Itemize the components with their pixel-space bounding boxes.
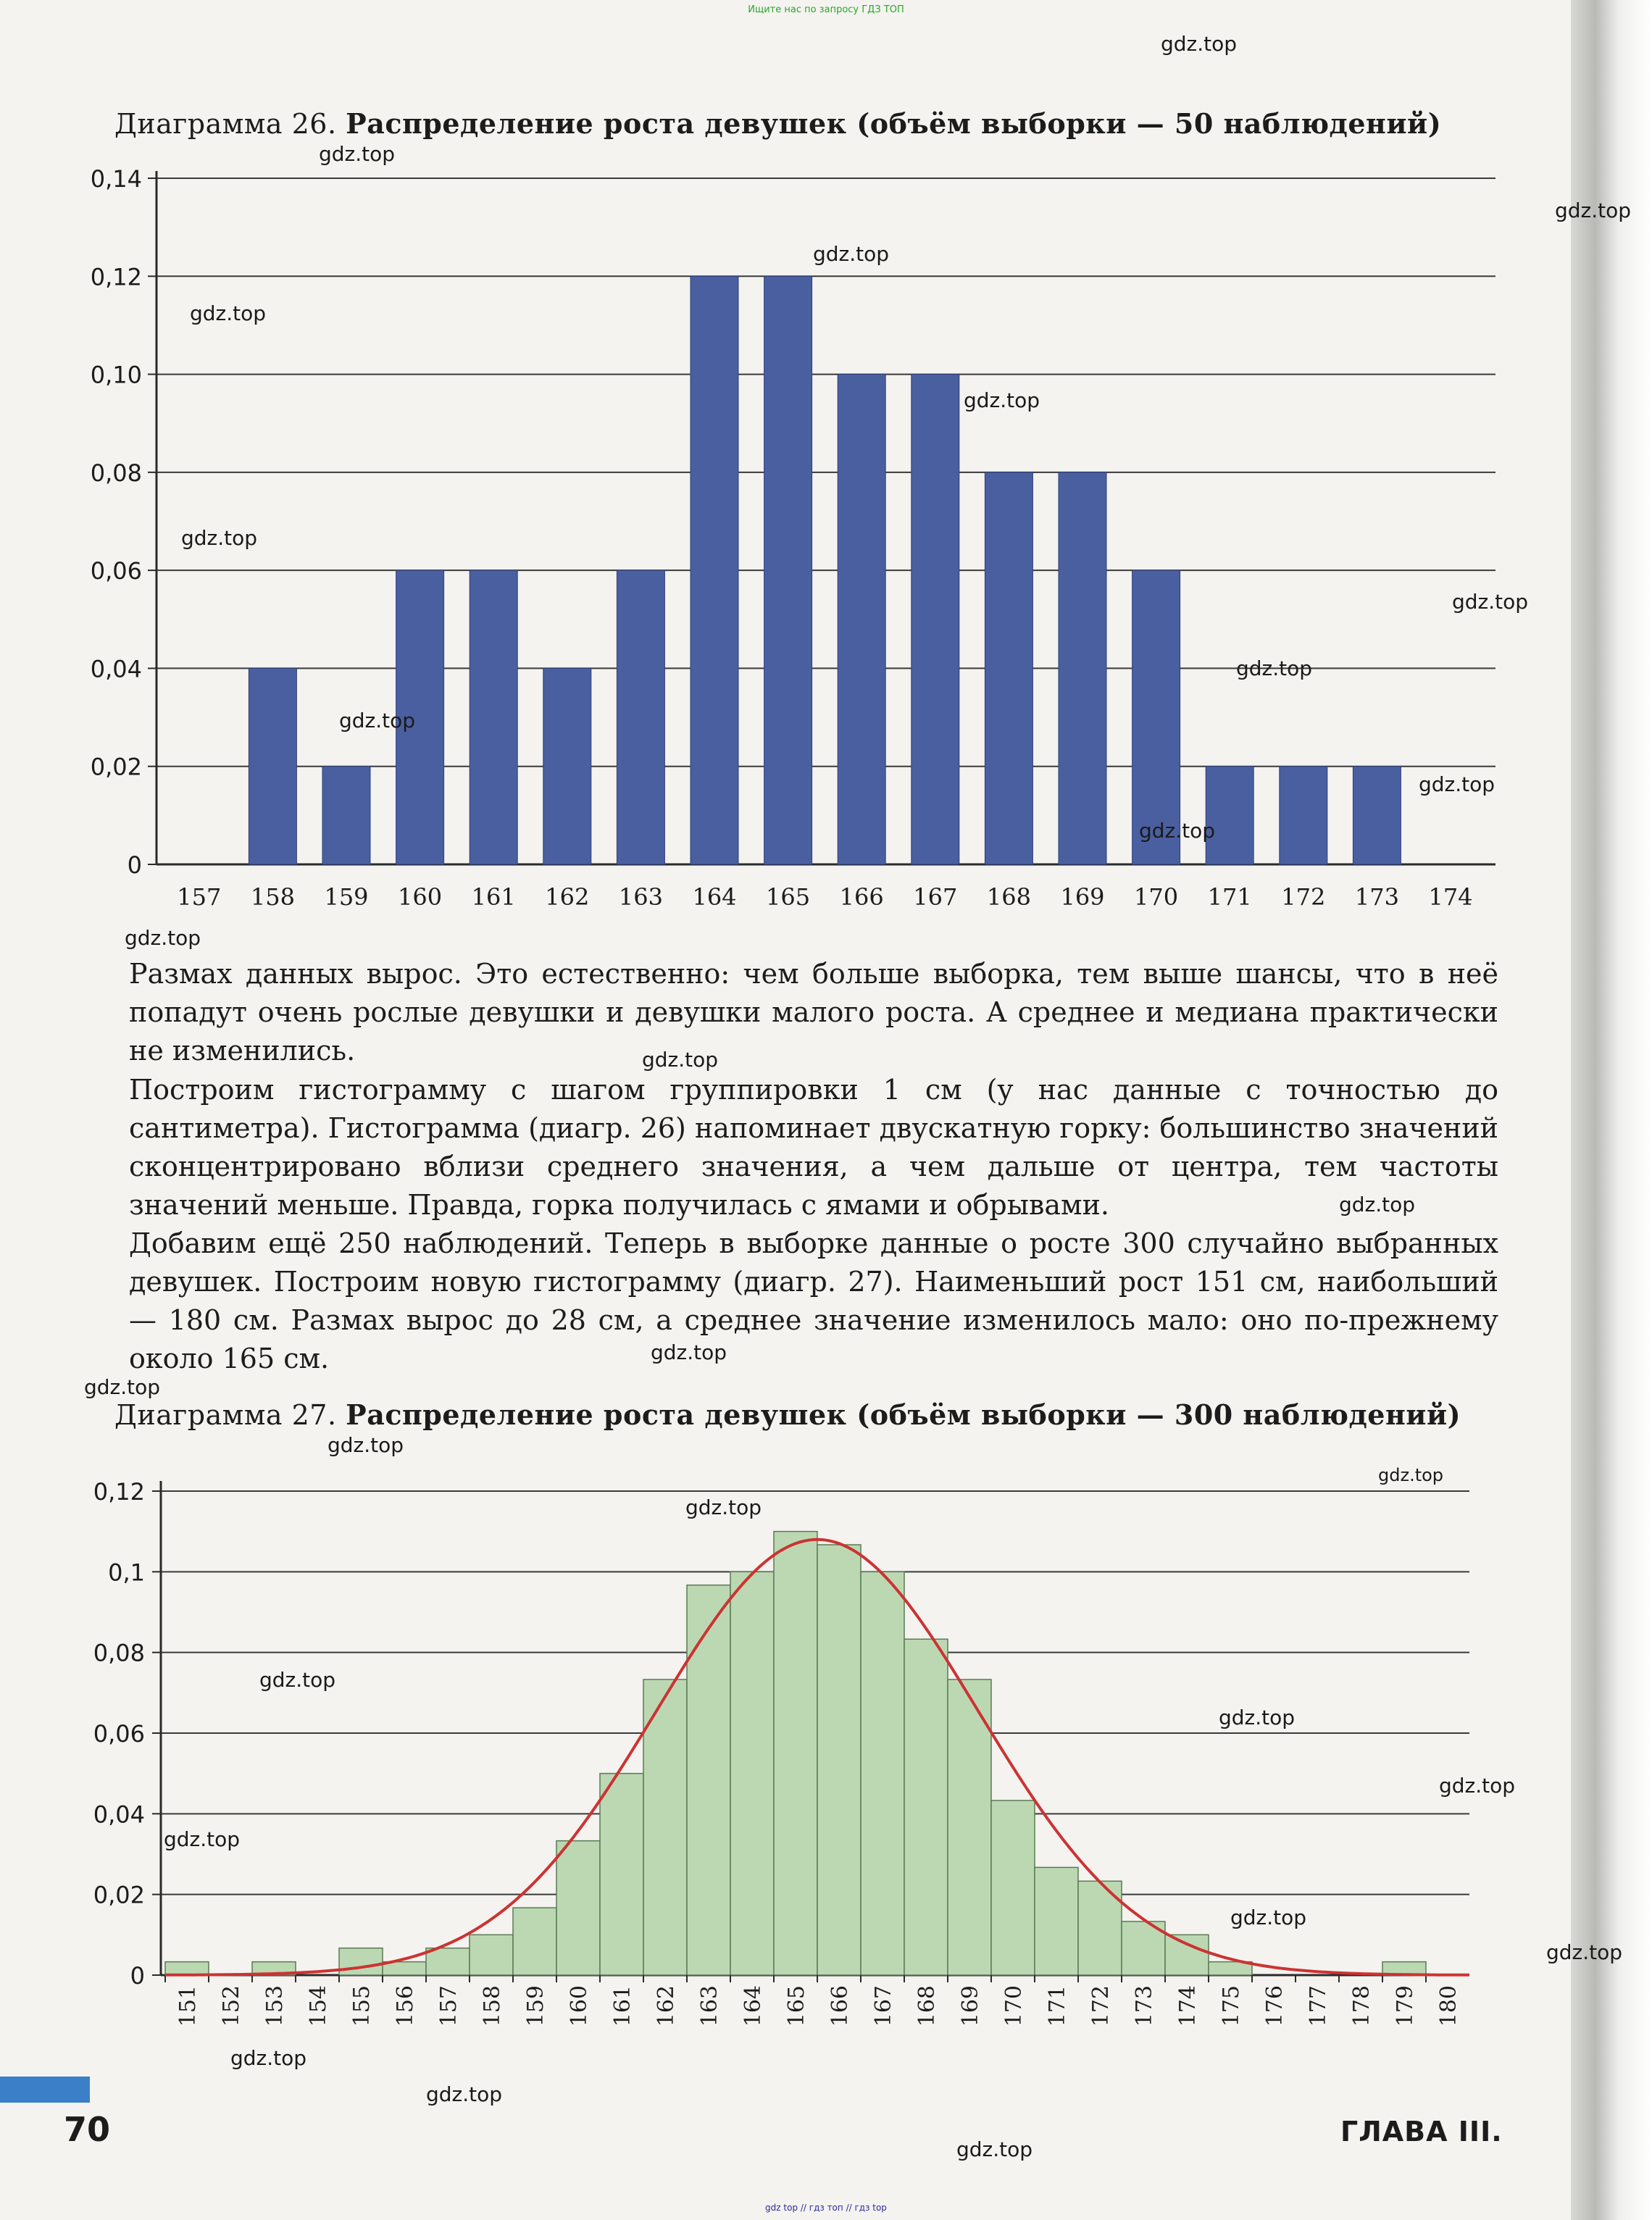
chart27-x-tick-label: 164 — [741, 1985, 766, 2027]
footer-note: gdz top // гдз топ // гдз top — [765, 2203, 887, 2213]
chart26-x-tick-label: 164 — [692, 883, 737, 911]
chart26-title: Распределение роста девушек (объём выборки — 50 наблюдений) — [346, 107, 1442, 140]
chart26-x-tick-label: 161 — [471, 883, 516, 911]
chart27-x-tick-label: 152 — [219, 1985, 244, 2027]
chart26-x-tick-label: 173 — [1354, 883, 1399, 911]
chart26-x-tick-label: 158 — [250, 883, 295, 911]
chart26-x-tick-label: 170 — [1134, 883, 1179, 911]
chart27-x-tick-label: 163 — [697, 1985, 722, 2027]
chart27-y-tick-label: 0,04 — [93, 1800, 145, 1829]
paragraph-3: Добавим ещё 250 наблюдений. Теперь в выборке данные о росте 300 случайно выбранных девушек. Построим новую гистограмму (диагр. 27). Наименьший рост 151 см, наибольший — 180 см. Размах вырос до 28 см, а среднее значение изменилось мало: оно по-прежнему около 165 см. — [129, 1227, 1498, 1374]
chart26-y-tick-label: 0,06 — [90, 557, 142, 585]
chart27-x-tick-label: 159 — [523, 1985, 548, 2027]
chart27-bar — [991, 1800, 1035, 1975]
chart26-x-tick-label: 159 — [324, 883, 369, 911]
watermark: gdz.top — [642, 1048, 719, 1072]
chart27-y-tick-label: 0,12 — [93, 1478, 145, 1506]
chart27-x-tick-label: 165 — [784, 1985, 809, 2027]
chart26-caption-prefix: Диаграмма 26. — [114, 108, 337, 140]
watermark: gdz.top — [125, 926, 201, 950]
chart27-x-tick-label: 154 — [306, 1985, 331, 2027]
chart27-bar — [817, 1545, 861, 1975]
chart27-y-tick-label: 0 — [130, 1962, 145, 1990]
chart27-bar — [774, 1532, 817, 1975]
watermark: gdz.top — [426, 2082, 503, 2106]
watermark: gdz.top — [651, 1340, 727, 1364]
chart27-x-tick-label: 176 — [1262, 1985, 1288, 2027]
page-tab-marker — [0, 2077, 90, 2103]
chart27-y-tick-label: 0,1 — [108, 1558, 145, 1587]
chart27-x-tick-label: 168 — [914, 1985, 940, 2027]
chart26-x-tick-label: 172 — [1281, 883, 1326, 911]
chapter-label: ГЛАВА III. — [1340, 2116, 1503, 2148]
watermark: gdz.top — [1230, 1906, 1307, 1929]
chart27-x-tick-label: 170 — [1001, 1985, 1027, 2027]
chart27-bar — [1035, 1867, 1078, 1975]
chart27-x-tick-label: 177 — [1306, 1985, 1331, 2027]
watermark: gdz.top — [1555, 199, 1632, 222]
chart26-x-tick-label: 167 — [913, 883, 958, 911]
chart27-x-tick-label: 167 — [871, 1985, 896, 2027]
watermark: gdz.top — [685, 1495, 762, 1519]
chart27-y-tick-label: 0,02 — [93, 1881, 145, 1909]
chart26-y-tick-label: 0,04 — [90, 655, 142, 683]
watermark: gdz.top — [230, 2046, 307, 2070]
chart27-x-tick-label: 158 — [480, 1985, 505, 2027]
chart27-x-tick-label: 160 — [567, 1985, 592, 2027]
chart27-bar — [513, 1908, 556, 1975]
chart27-bar — [904, 1639, 948, 1975]
chart27-x-tick-label: 162 — [654, 1985, 679, 2027]
watermark: gdz.top — [1139, 819, 1216, 843]
header-note: Ищите нас по запросу ГДЗ ТОП — [748, 4, 904, 15]
watermark: gdz.top — [164, 1827, 241, 1851]
watermark: gdz.top — [1439, 1774, 1516, 1798]
chart27-x-tick-label: 169 — [958, 1985, 983, 2027]
watermark: gdz.top — [1452, 590, 1529, 614]
watermark: gdz.top — [190, 301, 267, 325]
chart26-x-tick-label: 165 — [766, 883, 811, 911]
chart27-x-tick-label: 153 — [262, 1985, 288, 2027]
watermark: gdz.top — [813, 242, 890, 266]
chart27-y-tick-label: 0,06 — [93, 1720, 145, 1748]
paragraph-2: Построим гистограмму с шагом группировки 1 см (у нас данные с точностью до сантиметра). Гистограмма (диагр. 26) напоминает двускатную горку: большинство значений сконцентрировано вблизи среднего значения, а чем дальше от центра, тем частоты значений меньше. Правда, горка получилась с ямами и обрывами. — [129, 1074, 1498, 1221]
chart26-x-tick-label: 163 — [618, 883, 663, 911]
chart26-y-tick-label: 0,14 — [90, 165, 142, 193]
chart27-bar — [861, 1572, 904, 1975]
watermark: gdz.top — [964, 388, 1040, 412]
chart26-x-tick-label: 162 — [545, 883, 590, 911]
chart27-y-tick-label: 0,08 — [93, 1639, 145, 1667]
chart26-y-tick-label: 0,10 — [90, 361, 142, 389]
chart26-y-tick-label: 0,08 — [90, 459, 142, 487]
chart27-x-tick-label: 173 — [1132, 1985, 1157, 2027]
chart27-x-tick-label: 171 — [1045, 1985, 1070, 2027]
chart26-y-tick-label: 0,02 — [90, 753, 142, 781]
chart27-x-tick-label: 157 — [436, 1985, 462, 2027]
chart27-bar — [600, 1774, 643, 1975]
chart26-y-tick-label: 0 — [127, 851, 142, 879]
chart27-title: Распределение роста девушек (объём выборки — 300 наблюдений) — [346, 1398, 1461, 1431]
chart26-x-tick-label: 168 — [986, 883, 1031, 911]
chart27-bar — [1165, 1935, 1209, 1975]
chart27-bar — [426, 1948, 470, 1975]
watermark: gdz.top — [84, 1375, 161, 1399]
watermark: gdz.top — [1236, 656, 1313, 680]
chart27-bar — [687, 1585, 730, 1975]
watermark: gdz.top — [1339, 1193, 1416, 1217]
watermark: gdz.top — [328, 1433, 404, 1457]
watermark: gdz.top — [1546, 1940, 1623, 1964]
chart27-x-tick-label: 155 — [349, 1985, 375, 2027]
chart27-x-tick-label: 156 — [393, 1985, 418, 2027]
chart27-bar — [470, 1935, 513, 1975]
chart27-x-tick-label: 172 — [1088, 1985, 1114, 2027]
chart27-bar — [730, 1572, 774, 1975]
chart26-x-tick-label: 160 — [398, 883, 443, 911]
chart27-caption-prefix: Диаграмма 27. — [114, 1399, 337, 1431]
watermark: gdz.top — [1219, 1706, 1296, 1729]
chart27-bar — [339, 1948, 383, 1975]
chart26-y-tick-label: 0,12 — [90, 263, 142, 291]
chart26-x-tick-label: 171 — [1207, 883, 1252, 911]
watermark: gdz.top — [259, 1668, 336, 1692]
chart26-x-tick-label: 157 — [177, 883, 222, 911]
chart27-bar — [165, 1962, 209, 1975]
watermark: gdz.top — [1161, 32, 1238, 56]
paragraph-1: Размах данных вырос. Это естественно: чем больше выборка, тем выше шансы, что в неё попадут очень рослые девушки и девушки малого роста. А среднее и медиана практически не изменились. — [129, 958, 1498, 1067]
watermark: gdz.top — [339, 709, 416, 733]
chart27-x-tick-label: 179 — [1393, 1985, 1418, 2027]
chart27-x-tick-label: 178 — [1349, 1985, 1374, 2027]
page-number: 70 — [64, 2110, 111, 2149]
chart27-x-tick-label: 174 — [1175, 1985, 1201, 2027]
watermark: gdz.top — [181, 526, 258, 550]
chart27-x-tick-label: 161 — [610, 1985, 635, 2027]
watermark: gdz.top — [956, 2137, 1033, 2161]
chart27-x-tick-label: 166 — [827, 1985, 853, 2027]
chart27-bar — [556, 1841, 600, 1975]
chart26-x-tick-label: 174 — [1428, 883, 1473, 911]
watermark: gdz.top — [1419, 772, 1495, 796]
chart27-x-tick-label: 175 — [1219, 1985, 1244, 2027]
chart27-x-tick-label: 180 — [1436, 1985, 1461, 2027]
watermark: gdz.top — [1378, 1465, 1444, 1485]
chart27-x-tick-label: 151 — [175, 1985, 201, 2027]
watermark: gdz.top — [319, 142, 396, 166]
chart26-x-tick-label: 169 — [1060, 883, 1105, 911]
chart26-x-tick-label: 166 — [839, 883, 884, 911]
